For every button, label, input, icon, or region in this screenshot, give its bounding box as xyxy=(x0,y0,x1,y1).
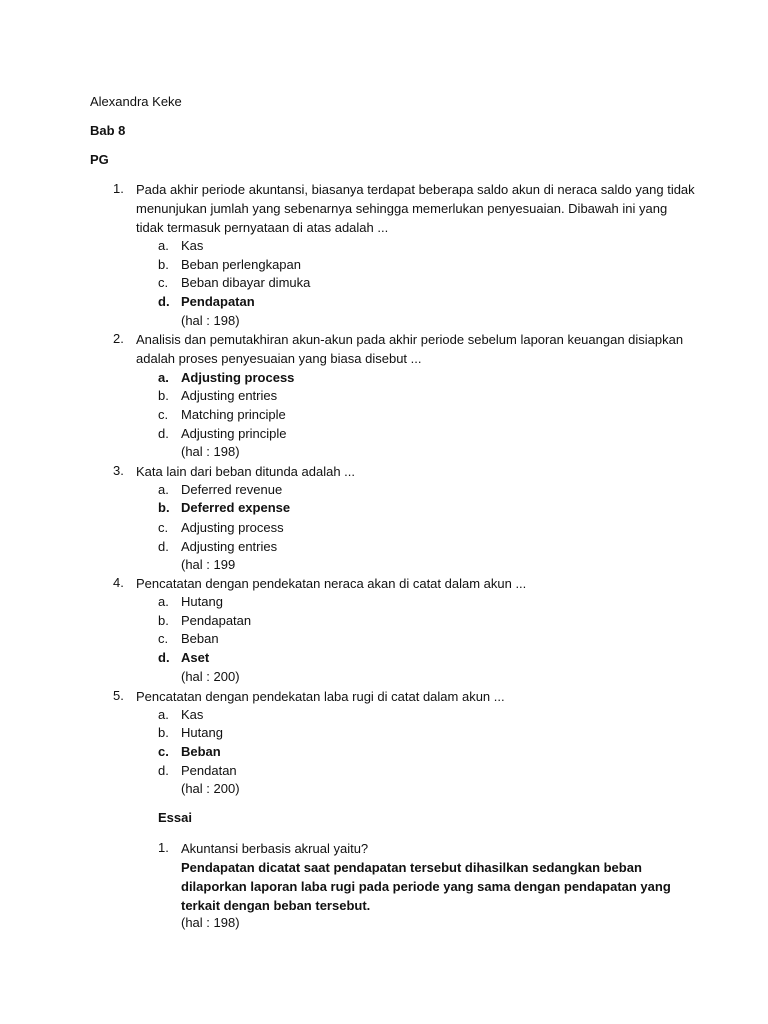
section-multiple-choice-title: PG xyxy=(90,152,109,167)
option-text: Adjusting entries xyxy=(181,539,278,554)
page-reference: (hal : 198) xyxy=(181,444,240,459)
option-text-answer: Deferred expense xyxy=(181,500,291,515)
question-text: Analisis dan pemutakhiran akun-akun pada akhir periode sebelum laporan keuangan disiapkan adalah proses penyesuaian yang biasa disebut ... xyxy=(136,332,684,366)
option-text-answer: Adjusting process xyxy=(181,370,295,385)
option-label: b. xyxy=(158,613,169,628)
option-label-answer: a. xyxy=(158,370,169,385)
page-reference: (hal : 200) xyxy=(181,669,240,684)
option-text: Deferred revenue xyxy=(181,482,283,497)
page-reference: (hal : 199 xyxy=(181,557,236,572)
chapter-title: Bab 8 xyxy=(90,123,126,138)
essay-answer: Pendapatan dicatat saat pendapatan tersebut dihasilkan sedangkan beban dilaporkan laporan laba rugi pada periode yang sama dengan pendapatan yang terkait dengan beban tersebut. xyxy=(181,860,671,913)
question-text: Pencatatan dengan pendekatan neraca akan di catat dalam akun ... xyxy=(136,576,527,591)
essay-number: 1. xyxy=(158,840,169,855)
option-label: b. xyxy=(158,725,169,740)
option-text: Adjusting principle xyxy=(181,426,287,441)
option-text: Adjusting process xyxy=(181,520,284,535)
option-label: c. xyxy=(158,275,169,290)
option-label: b. xyxy=(158,388,169,403)
question-number: 4. xyxy=(113,575,124,590)
option-text: Beban perlengkapan xyxy=(181,257,301,272)
option-text: Beban xyxy=(181,631,219,646)
page-reference: (hal : 198) xyxy=(181,313,240,328)
option-label-answer: d. xyxy=(158,294,170,309)
essay-question: Akuntansi berbasis akrual yaitu? xyxy=(181,841,369,856)
option-text: Matching principle xyxy=(181,407,286,422)
question-number: 5. xyxy=(113,688,124,703)
question-text: Pencatatan dengan pendekatan laba rugi di catat dalam akun ... xyxy=(136,689,505,704)
option-text: Pendapatan xyxy=(181,613,252,628)
question-text: Kata lain dari beban ditunda adalah ... xyxy=(136,464,356,479)
option-text: Pendatan xyxy=(181,763,237,778)
option-label: a. xyxy=(158,707,169,722)
option-label-answer: c. xyxy=(158,744,169,759)
option-label: b. xyxy=(158,257,169,272)
option-text-answer: Beban xyxy=(181,744,221,759)
question-number: 1. xyxy=(113,181,124,196)
option-text: Beban dibayar dimuka xyxy=(181,275,311,290)
option-label: d. xyxy=(158,426,169,441)
option-label: a. xyxy=(158,482,169,497)
option-label: d. xyxy=(158,539,169,554)
option-label-answer: d. xyxy=(158,650,170,665)
author-name: Alexandra Keke xyxy=(90,94,182,109)
question-text: Pada akhir periode akuntansi, biasanya terdapat beberapa saldo akun di neraca saldo yang tidak menunjukan jumlah yang sebenarnya sehingga memerlukan penyesuaian. Dibawah ini yang tidak termasuk pernyataan di atas adalah ... xyxy=(136,182,695,235)
option-text-answer: Aset xyxy=(181,650,210,665)
option-label: c. xyxy=(158,520,169,535)
option-label-answer: b. xyxy=(158,500,170,515)
option-text: Hutang xyxy=(181,725,223,740)
option-text-answer: Pendapatan xyxy=(181,294,255,309)
page-reference: (hal : 198) xyxy=(181,915,240,930)
question-number: 3. xyxy=(113,463,124,478)
option-text: Hutang xyxy=(181,594,223,609)
section-essay-title: Essai xyxy=(158,810,192,825)
option-label: c. xyxy=(158,407,169,422)
question-number: 2. xyxy=(113,331,124,346)
option-label: c. xyxy=(158,631,169,646)
option-label: a. xyxy=(158,594,169,609)
option-text: Adjusting entries xyxy=(181,388,278,403)
page-reference: (hal : 200) xyxy=(181,781,240,796)
option-label: a. xyxy=(158,238,169,253)
option-label: d. xyxy=(158,763,169,778)
option-text: Kas xyxy=(181,238,204,253)
option-text: Kas xyxy=(181,707,204,722)
